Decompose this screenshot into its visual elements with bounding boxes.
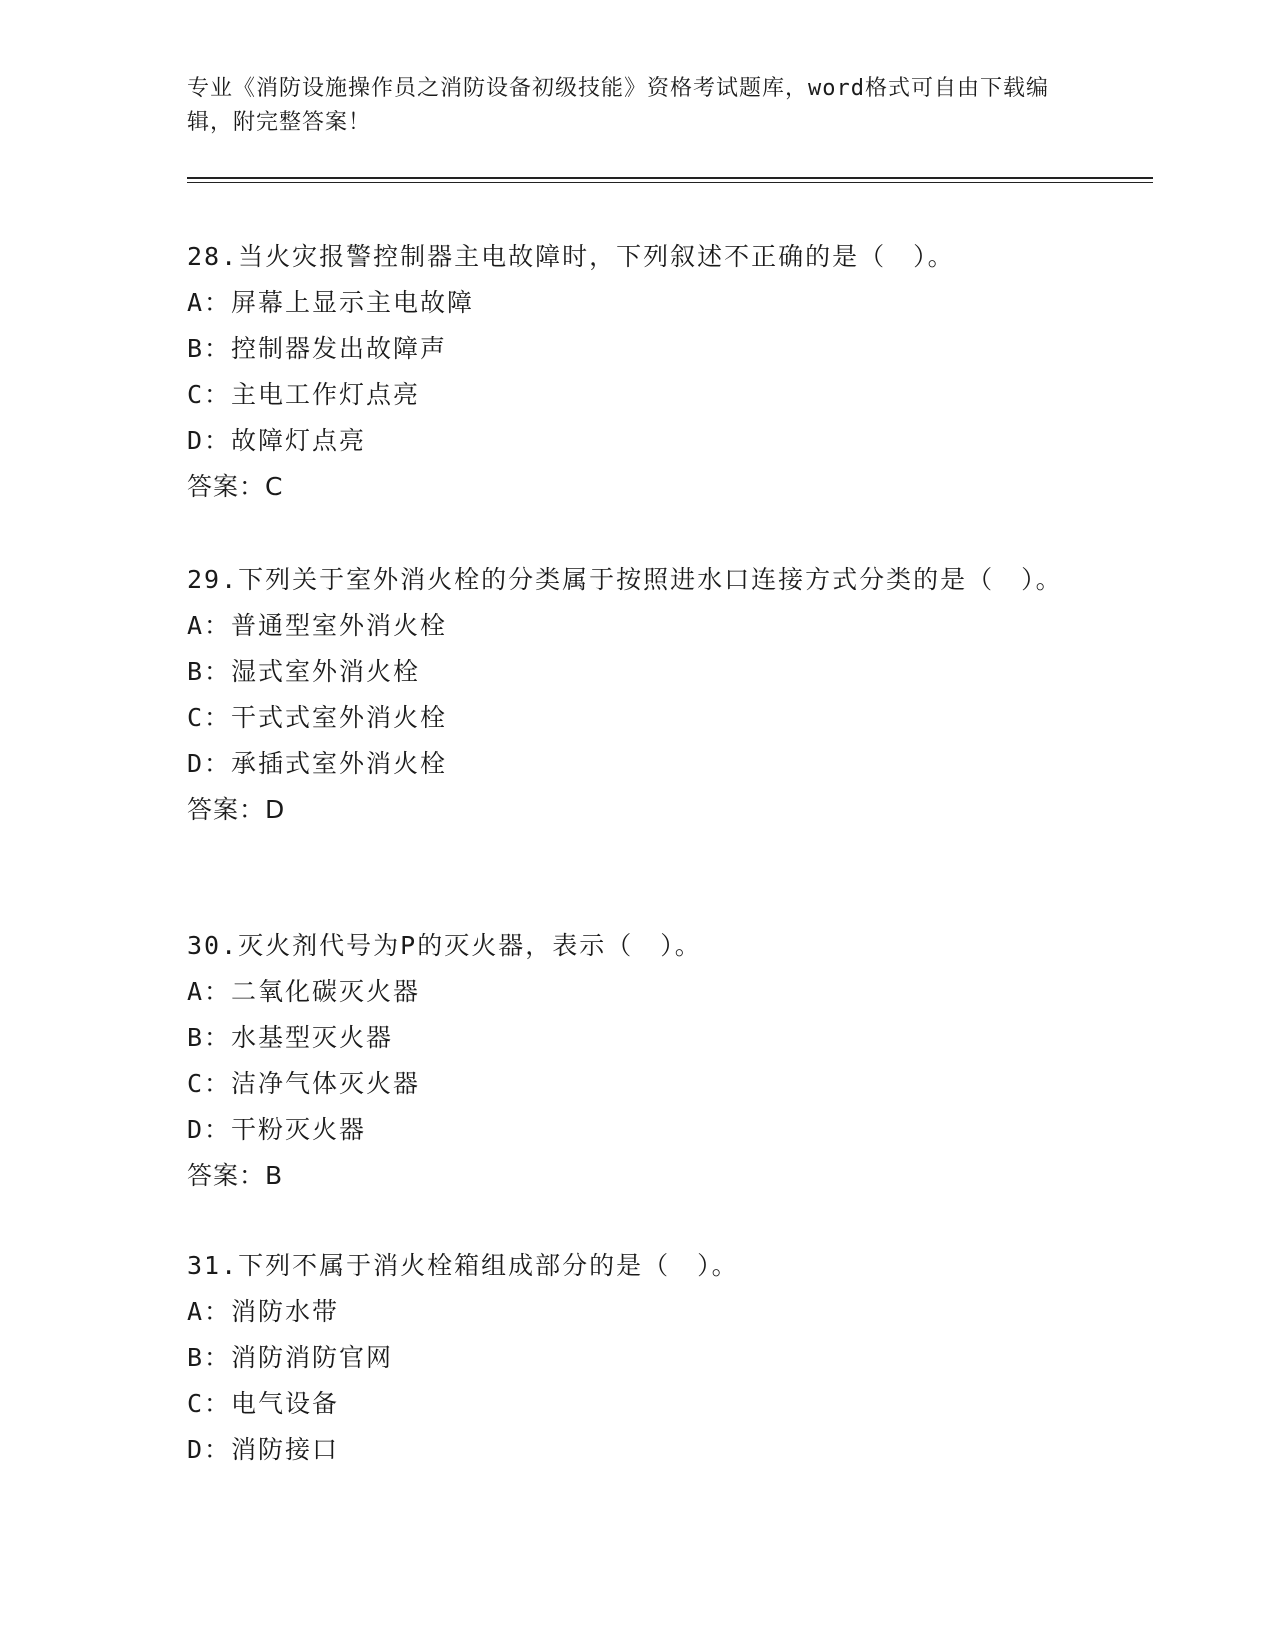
option-d: D：干粉灭火器 [187, 1115, 367, 1144]
option-d: D：故障灯点亮 [187, 426, 367, 455]
header-rule-thin [187, 182, 1153, 183]
answer-line: 答案：C [187, 472, 284, 501]
option-d: D：消防接口 [187, 1435, 340, 1464]
question-stem: 29.下列关于室外消火栓的分类属于按照进水口连接方式分类的是（ ）。 [187, 565, 1063, 594]
answer-line: 答案：B [187, 1161, 284, 1190]
option-b: B：控制器发出故障声 [187, 334, 448, 363]
question-29 [187, 557, 1067, 833]
option-c: C：主电工作灯点亮 [187, 380, 421, 409]
question-stem: 31.下列不属于消火栓箱组成部分的是（ ）。 [187, 1251, 739, 1280]
option-b: B：湿式室外消火栓 [187, 657, 421, 686]
option-a: A：二氧化碳灭火器 [187, 977, 421, 1006]
option-a: A：屏幕上显示主电故障 [187, 288, 475, 317]
option-a: A：普通型室外消火栓 [187, 611, 448, 640]
question-28 [187, 234, 1067, 510]
option-d: D：承插式室外消火栓 [187, 749, 448, 778]
option-b: B：水基型灭火器 [187, 1023, 394, 1052]
option-a: A：消防水带 [187, 1297, 340, 1326]
option-b: B：消防消防官网 [187, 1343, 394, 1372]
question-31 [187, 1243, 1067, 1473]
option-c: C：电气设备 [187, 1389, 340, 1418]
header-rule-thick [187, 177, 1153, 179]
answer-line: 答案：D [187, 795, 286, 824]
question-stem: 28.当火灾报警控制器主电故障时，下列叙述不正确的是（ ）。 [187, 242, 955, 271]
option-c: C：干式式室外消火栓 [187, 703, 448, 732]
question-stem: 30.灭火剂代号为P的灭火器，表示（ ）。 [187, 931, 702, 960]
question-30 [187, 923, 1067, 1199]
option-c: C：洁净气体灭火器 [187, 1069, 421, 1098]
document-header: 专业《消防设施操作员之消防设备初级技能》资格考试题库，word格式可自由下载编辑，附完整答案！ [187, 76, 1049, 135]
